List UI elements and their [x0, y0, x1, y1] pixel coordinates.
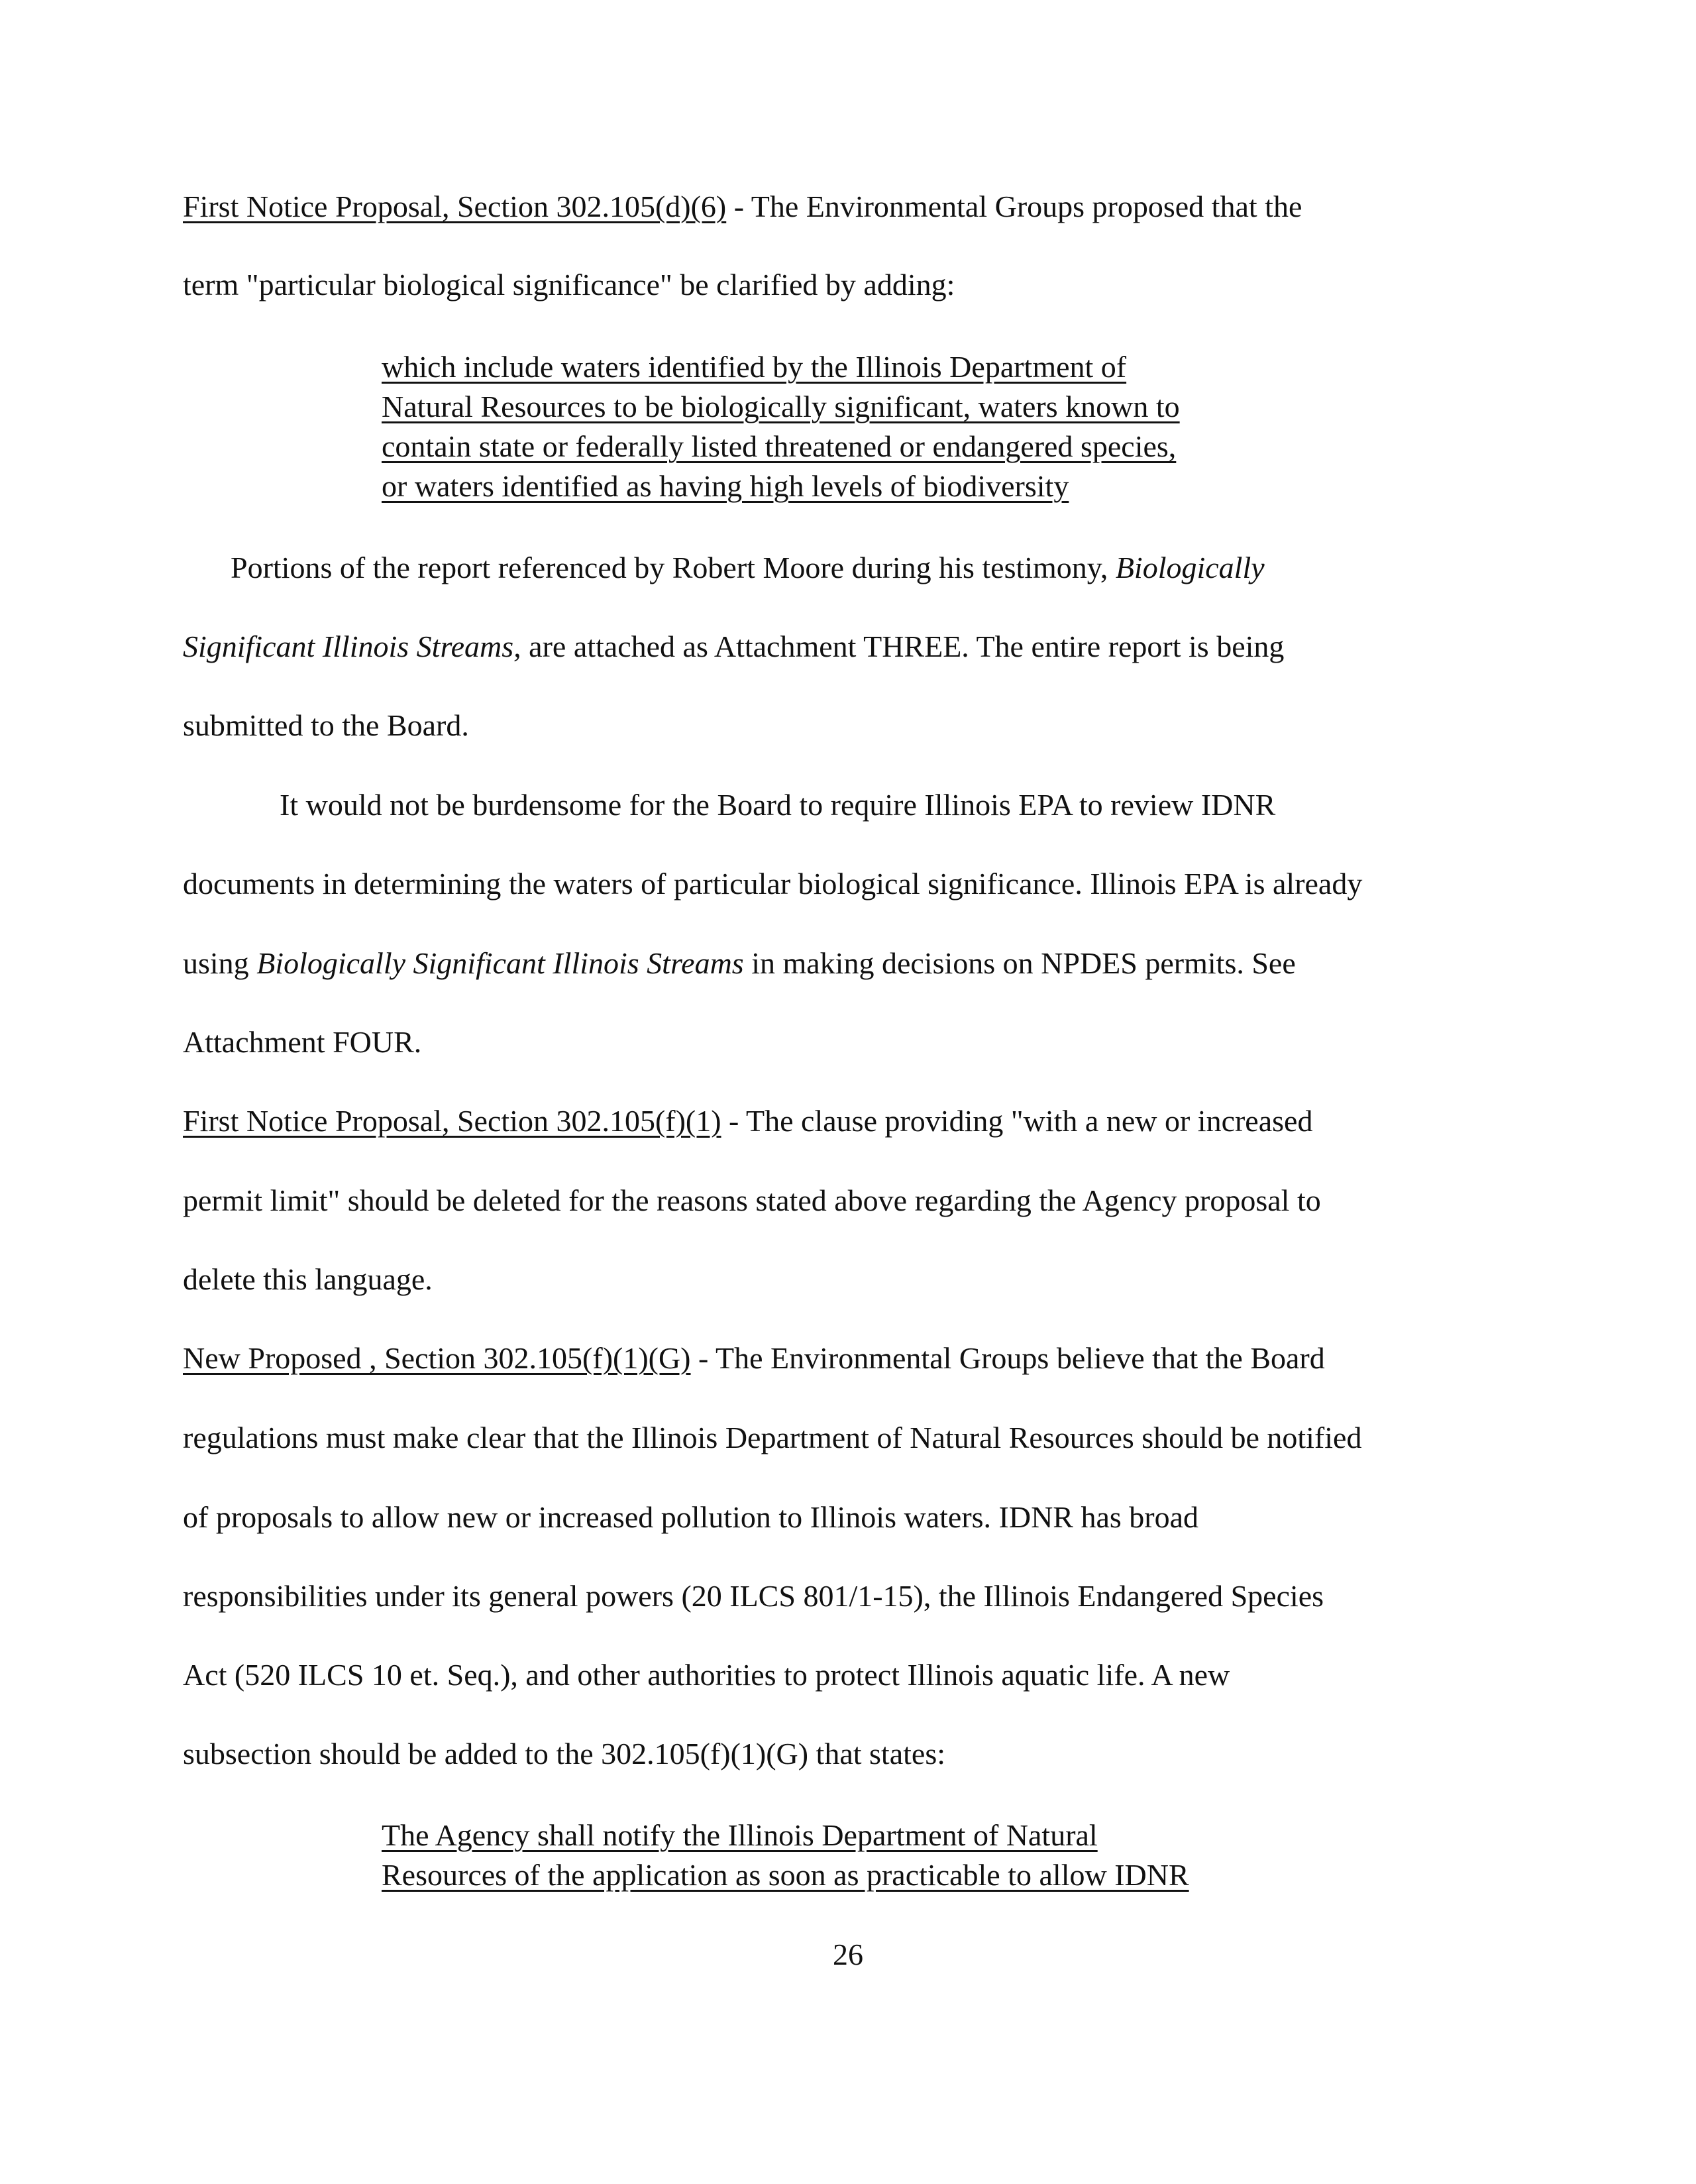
- para2-line3-text-a: using: [183, 946, 257, 980]
- section1-line1: [183, 188, 1302, 225]
- quote1-line2: Natural Resources to be biologically significant, waters known to: [382, 390, 1180, 423]
- para1-line2: [183, 628, 1284, 665]
- quote2-line1: The Agency shall notify the Illinois Department of Natural: [382, 1818, 1098, 1852]
- para1-line1-title: Biologically: [1115, 551, 1265, 584]
- quote1-line4: or waters identified as having high levels of biodiversity: [382, 469, 1069, 503]
- quote1-line3: contain state or federally listed threatened or endangered species,: [382, 429, 1177, 463]
- section3-line6: subsection should be added to the 302.105(f)(1)(G) that states:: [183, 1737, 946, 1771]
- para2-line4: Attachment FOUR.: [183, 1025, 422, 1059]
- section3-line2: regulations must make clear that the Illinois Department of Natural Resources should be notified: [183, 1421, 1362, 1454]
- section2-heading: First Notice Proposal, Section 302.105(f)(1): [183, 1104, 721, 1138]
- section3-line3: of proposals to allow new or increased pollution to Illinois waters. IDNR has broad: [183, 1500, 1199, 1534]
- para1-line2-text: are attached as Attachment THREE. The entire report is being: [521, 629, 1285, 663]
- section3-line4: responsibilities under its general powers (20 ILCS 801/1-15), the Illinois Endangered Species: [183, 1579, 1324, 1613]
- section2-line1: [183, 1103, 1312, 1140]
- para2-line1: It would not be burdensome for the Board to require Illinois EPA to review IDNR: [280, 788, 1276, 822]
- section3-line1-text: - The Environmental Groups believe that the Board: [690, 1341, 1325, 1375]
- para1-line1: [231, 549, 1265, 586]
- page-number: 26: [833, 1938, 863, 1971]
- quote1-line1: which include waters identified by the Illinois Department of: [382, 350, 1127, 384]
- section3-line5: Act (520 ILCS 10 et. Seq.), and other authorities to protect Illinois aquatic life. A new: [183, 1658, 1230, 1692]
- para1-line2-title: Significant Illinois Streams,: [183, 629, 521, 663]
- para1-line3: submitted to the Board.: [183, 708, 469, 742]
- section3-line1: [183, 1340, 1325, 1377]
- section1-heading: First Notice Proposal, Section 302.105(d)(6): [183, 190, 727, 223]
- section1-line2: term "particular biological significance" be clarified by adding:: [183, 268, 955, 301]
- para2-line3: [183, 945, 1296, 982]
- section2-line3: delete this language.: [183, 1262, 433, 1296]
- para2-line2: documents in determining the waters of particular biological significance. Illinois EPA is already: [183, 867, 1363, 901]
- section1-line1-text: - The Environmental Groups proposed that the: [726, 190, 1302, 223]
- para2-line3-text-b: in making decisions on NPDES permits. See: [743, 946, 1296, 980]
- section2-line2: permit limit" should be deleted for the reasons stated above regarding the Agency proposal to: [183, 1183, 1321, 1217]
- para2-line3-title: Biologically Significant Illinois Streams: [256, 946, 744, 980]
- section2-line1-text: - The clause providing "with a new or increased: [721, 1104, 1313, 1138]
- section3-heading: New Proposed , Section 302.105(f)(1)(G): [183, 1341, 691, 1375]
- quote2-line2: Resources of the application as soon as practicable to allow IDNR: [382, 1858, 1189, 1892]
- para1-line1-text: Portions of the report referenced by Robert Moore during his testimony,: [231, 551, 1116, 584]
